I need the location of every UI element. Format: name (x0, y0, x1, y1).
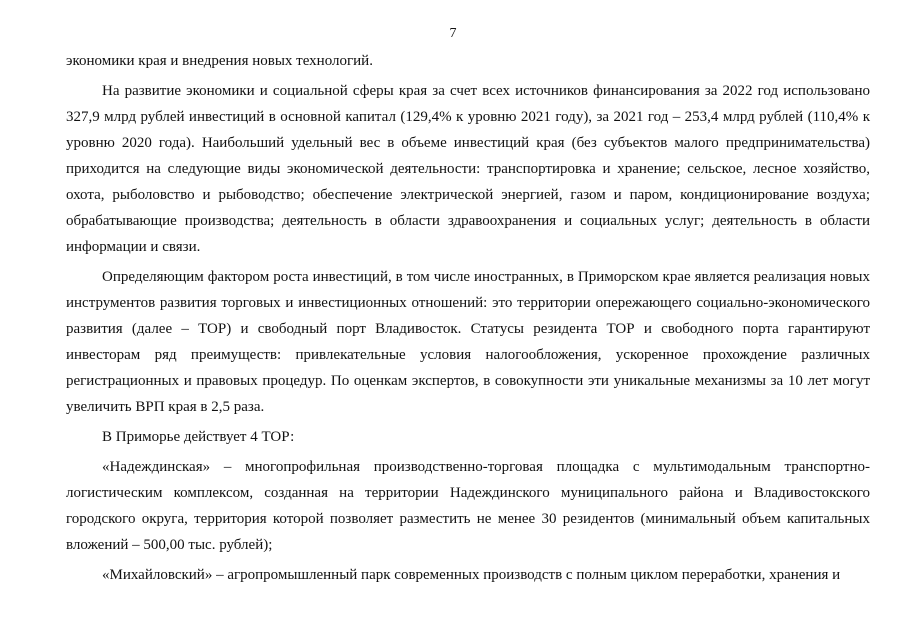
paragraph-tor-mikhailovsky: «Михайловский» – агропромышленный парк современных производств с полным циклом переработки, хранения и (102, 567, 841, 583)
paragraph-investment-volume: На развитие экономики и социальной сферы края за счет всех источников финансирования за 2022 год использовано 327,9 млрд рублей инвестиций в основной капитал (129,4% к уровню 2021 году), за 2021 год – 253,4 млрд рублей (110,4% к уровню 2020 года). Наибольший удельный вес в объеме инвестиций края (без субъектов малого предпринимательства) приходится на следующие виды экономической деятельности: транспортировка и хранение; сельское, лесное хозяйство, охота, рыболовство и рыбоводство; обеспечение электрической энергией, газом и паром, кондиционирование воздуха; обрабатывающие производства; деятельность в области здравоохранения и социальных услуг; деятельность в области информации и связи. (66, 83, 870, 255)
page-number: 7 (449, 26, 457, 41)
paragraph-tor-nadezhdinskaya: «Надеждинская» – многопрофильная производственно-торговая площадка с мультимодальным транспортно-логистическим комплексом, созданная на территории Надеждинского муниципального района и Владивостокского городского округа, территория которой позволяет разместить не менее 30 резидентов (минимальный объем капитальных вложений – 500,00 тыс. рублей); (66, 459, 870, 553)
paragraph-continuation: экономики края и внедрения новых технологий. (66, 53, 373, 69)
paragraph-tor-count: В Приморье действует 4 ТОР: (102, 429, 295, 445)
document-body (66, 48, 870, 592)
paragraph-growth-factors: Определяющим фактором роста инвестиций, в том числе иностранных, в Приморском крае является реализация новых инструментов развития торговых и инвестиционных отношений: это территории опережающего социально-экономического развития (далее – ТОР) и свободный порт Владивосток. Статусы резидента ТОР и свободного порта гарантируют инвесторам ряд преимуществ: привлекательные условия налогообложения, ускоренное прохождение различных регистрационных и правовых процедур. По оценкам экспертов, в совокупности эти уникальные механизмы за 10 лет могут увеличить ВРП края в 2,5 раза. (66, 269, 870, 415)
